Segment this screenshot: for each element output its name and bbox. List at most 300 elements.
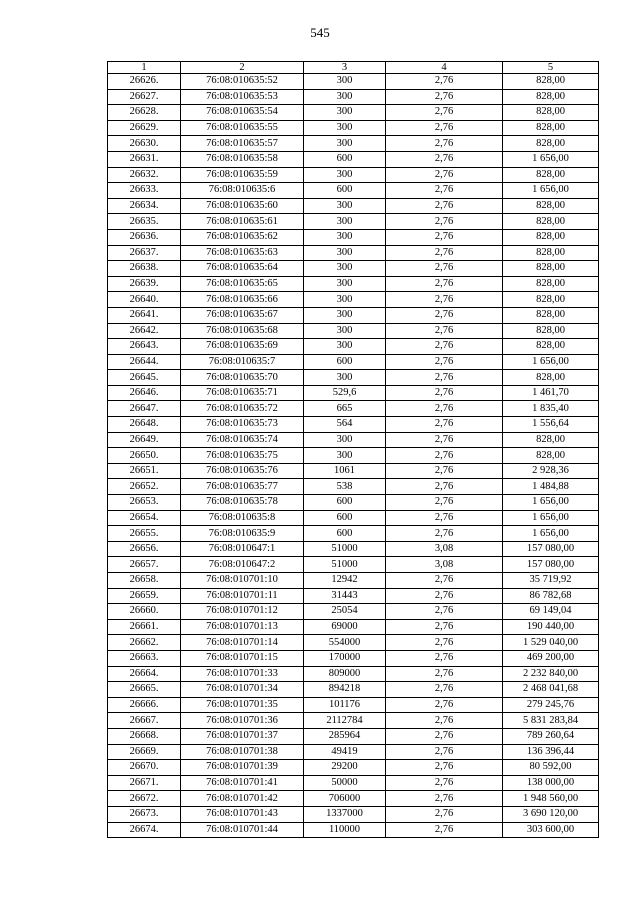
rate-cell: 2,76 (386, 74, 503, 90)
table-row (108, 635, 599, 651)
cadastral-number-cell: 76:08:010635:69 (181, 339, 304, 355)
area-cell: 300 (304, 245, 386, 261)
amount-cell: 1 461,70 (503, 385, 599, 401)
table-row (108, 292, 599, 308)
cadastral-number-cell: 76:08:010635:67 (181, 307, 304, 323)
row-number-cell: 26626. (108, 74, 181, 90)
amount-cell: 138 000,00 (503, 775, 599, 791)
cadastral-number-cell: 76:08:010701:10 (181, 573, 304, 589)
row-number-cell: 26658. (108, 573, 181, 589)
rate-cell: 2,76 (386, 183, 503, 199)
area-cell: 554000 (304, 635, 386, 651)
row-number-cell: 26630. (108, 136, 181, 152)
amount-cell: 789 260,64 (503, 728, 599, 744)
area-cell: 600 (304, 183, 386, 199)
cadastral-number-cell: 76:08:010635:54 (181, 105, 304, 121)
amount-cell: 69 149,04 (503, 604, 599, 620)
rate-cell: 2,76 (386, 136, 503, 152)
area-cell: 600 (304, 495, 386, 511)
amount-cell: 828,00 (503, 339, 599, 355)
table-row (108, 276, 599, 292)
row-number-cell: 26656. (108, 541, 181, 557)
amount-cell: 2 928,36 (503, 463, 599, 479)
area-cell: 110000 (304, 822, 386, 838)
amount-cell: 190 440,00 (503, 619, 599, 635)
area-cell: 300 (304, 339, 386, 355)
cadastral-number-cell: 76:08:010635:62 (181, 229, 304, 245)
area-cell: 300 (304, 261, 386, 277)
table-row (108, 74, 599, 90)
rate-cell: 2,76 (386, 89, 503, 105)
rate-cell: 2,76 (386, 775, 503, 791)
rate-cell: 2,76 (386, 666, 503, 682)
rate-cell: 2,76 (386, 448, 503, 464)
table-row (108, 541, 599, 557)
rate-cell: 2,76 (386, 806, 503, 822)
area-cell: 665 (304, 401, 386, 417)
amount-cell: 86 782,68 (503, 588, 599, 604)
row-number-cell: 26666. (108, 697, 181, 713)
rate-cell: 2,76 (386, 417, 503, 433)
rate-cell: 2,76 (386, 105, 503, 121)
row-number-cell: 26655. (108, 526, 181, 542)
amount-cell: 828,00 (503, 167, 599, 183)
area-cell: 101176 (304, 697, 386, 713)
area-cell: 12942 (304, 573, 386, 589)
cadastral-number-cell: 76:08:010701:36 (181, 713, 304, 729)
row-number-cell: 26667. (108, 713, 181, 729)
rate-cell: 2,76 (386, 635, 503, 651)
amount-cell: 5 831 283,84 (503, 713, 599, 729)
row-number-cell: 26663. (108, 650, 181, 666)
area-cell: 300 (304, 120, 386, 136)
table-row (108, 510, 599, 526)
row-number-cell: 26669. (108, 744, 181, 760)
table-row (108, 339, 599, 355)
rate-cell: 2,76 (386, 650, 503, 666)
rate-cell: 2,76 (386, 697, 503, 713)
table-row (108, 650, 599, 666)
area-cell: 529,6 (304, 385, 386, 401)
row-number-cell: 26661. (108, 619, 181, 635)
row-number-cell: 26674. (108, 822, 181, 838)
rate-cell: 2,76 (386, 791, 503, 807)
cadastral-number-cell: 76:08:010701:35 (181, 697, 304, 713)
cadastral-number-cell: 76:08:010701:38 (181, 744, 304, 760)
amount-cell: 828,00 (503, 229, 599, 245)
area-cell: 564 (304, 417, 386, 433)
amount-cell: 828,00 (503, 105, 599, 121)
table-row (108, 323, 599, 339)
rate-cell: 2,76 (386, 339, 503, 355)
cadastral-number-cell: 76:08:010701:41 (181, 775, 304, 791)
table-row (108, 775, 599, 791)
amount-cell: 828,00 (503, 292, 599, 308)
amount-cell: 1 556,64 (503, 417, 599, 433)
area-cell: 49419 (304, 744, 386, 760)
cadastral-number-cell: 76:08:010635:66 (181, 292, 304, 308)
area-cell: 51000 (304, 557, 386, 573)
table-row (108, 822, 599, 838)
cadastral-number-cell: 76:08:010635:68 (181, 323, 304, 339)
rate-cell: 2,76 (386, 573, 503, 589)
table-row (108, 448, 599, 464)
cadastral-number-cell: 76:08:010635:55 (181, 120, 304, 136)
rate-cell: 2,76 (386, 822, 503, 838)
rate-cell: 2,76 (386, 401, 503, 417)
cadastral-number-cell: 76:08:010635:77 (181, 479, 304, 495)
row-number-cell: 26640. (108, 292, 181, 308)
table-row (108, 307, 599, 323)
rate-cell: 2,76 (386, 167, 503, 183)
rate-cell: 2,76 (386, 432, 503, 448)
row-number-cell: 26654. (108, 510, 181, 526)
amount-cell: 279 245,76 (503, 697, 599, 713)
row-number-cell: 26650. (108, 448, 181, 464)
area-cell: 285964 (304, 728, 386, 744)
rate-cell: 2,76 (386, 354, 503, 370)
row-number-cell: 26637. (108, 245, 181, 261)
area-cell: 1061 (304, 463, 386, 479)
row-number-cell: 26651. (108, 463, 181, 479)
row-number-cell: 26641. (108, 307, 181, 323)
page-number: 545 (310, 25, 330, 40)
row-number-cell: 26673. (108, 806, 181, 822)
rate-cell: 2,76 (386, 619, 503, 635)
table-row (108, 588, 599, 604)
area-cell: 300 (304, 167, 386, 183)
row-number-cell: 26628. (108, 105, 181, 121)
cadastral-number-cell: 76:08:010635:63 (181, 245, 304, 261)
row-number-cell: 26631. (108, 151, 181, 167)
table-row (108, 354, 599, 370)
amount-cell: 828,00 (503, 323, 599, 339)
cadastral-number-cell: 76:08:010701:44 (181, 822, 304, 838)
cadastral-number-cell: 76:08:010635:52 (181, 74, 304, 90)
amount-cell: 1 656,00 (503, 526, 599, 542)
area-cell: 25054 (304, 604, 386, 620)
rate-cell: 2,76 (386, 292, 503, 308)
table-row (108, 183, 599, 199)
table-row (108, 89, 599, 105)
area-cell: 300 (304, 323, 386, 339)
cadastral-number-cell: 76:08:010701:13 (181, 619, 304, 635)
amount-cell: 828,00 (503, 136, 599, 152)
table-body (108, 74, 599, 838)
table-row (108, 370, 599, 386)
table-row (108, 806, 599, 822)
area-cell: 600 (304, 510, 386, 526)
rate-cell: 2,76 (386, 728, 503, 744)
row-number-cell: 26648. (108, 417, 181, 433)
cadastral-number-cell: 76:08:010635:73 (181, 417, 304, 433)
table-row (108, 604, 599, 620)
row-number-cell: 26649. (108, 432, 181, 448)
rate-cell: 3,08 (386, 557, 503, 573)
rate-cell: 2,76 (386, 214, 503, 230)
table-row (108, 495, 599, 511)
amount-cell: 828,00 (503, 245, 599, 261)
amount-cell: 3 690 120,00 (503, 806, 599, 822)
amount-cell: 828,00 (503, 261, 599, 277)
row-number-cell: 26646. (108, 385, 181, 401)
rate-cell: 2,76 (386, 276, 503, 292)
column-header: 3 (304, 62, 386, 74)
rate-cell: 2,76 (386, 604, 503, 620)
rate-cell: 2,76 (386, 744, 503, 760)
amount-cell: 1 656,00 (503, 510, 599, 526)
table-row (108, 619, 599, 635)
rate-cell: 2,76 (386, 385, 503, 401)
amount-cell: 1 529 040,00 (503, 635, 599, 651)
cadastral-number-cell: 76:08:010701:43 (181, 806, 304, 822)
cadastral-number-cell: 76:08:010635:72 (181, 401, 304, 417)
amount-cell: 157 080,00 (503, 541, 599, 557)
cadastral-number-cell: 76:08:010635:59 (181, 167, 304, 183)
table-row (108, 198, 599, 214)
rate-cell: 2,76 (386, 323, 503, 339)
cadastral-number-cell: 76:08:010635:74 (181, 432, 304, 448)
amount-cell: 828,00 (503, 307, 599, 323)
amount-cell: 1 656,00 (503, 354, 599, 370)
table-row (108, 760, 599, 776)
table-row (108, 573, 599, 589)
rate-cell: 2,76 (386, 713, 503, 729)
row-number-cell: 26662. (108, 635, 181, 651)
cadastral-number-cell: 76:08:010635:65 (181, 276, 304, 292)
amount-cell: 469 200,00 (503, 650, 599, 666)
row-number-cell: 26670. (108, 760, 181, 776)
row-number-cell: 26645. (108, 370, 181, 386)
area-cell: 300 (304, 105, 386, 121)
area-cell: 300 (304, 214, 386, 230)
cadastral-number-cell: 76:08:010635:57 (181, 136, 304, 152)
table-row (108, 151, 599, 167)
rate-cell: 2,76 (386, 510, 503, 526)
area-cell: 300 (304, 276, 386, 292)
area-cell: 1337000 (304, 806, 386, 822)
rate-cell: 2,76 (386, 495, 503, 511)
row-number-cell: 26634. (108, 198, 181, 214)
rate-cell: 2,76 (386, 760, 503, 776)
row-number-cell: 26647. (108, 401, 181, 417)
area-cell: 809000 (304, 666, 386, 682)
area-cell: 69000 (304, 619, 386, 635)
row-number-cell: 26639. (108, 276, 181, 292)
rate-cell: 3,08 (386, 541, 503, 557)
table-row (108, 791, 599, 807)
table-row (108, 261, 599, 277)
area-cell: 894218 (304, 682, 386, 698)
cadastral-number-cell: 76:08:010701:14 (181, 635, 304, 651)
row-number-cell: 26642. (108, 323, 181, 339)
cadastral-number-cell: 76:08:010635:76 (181, 463, 304, 479)
cadastral-number-cell: 76:08:010635:70 (181, 370, 304, 386)
row-number-cell: 26664. (108, 666, 181, 682)
table-row (108, 432, 599, 448)
table-row (108, 666, 599, 682)
row-number-cell: 26644. (108, 354, 181, 370)
area-cell: 31443 (304, 588, 386, 604)
cadastral-number-cell: 76:08:010701:34 (181, 682, 304, 698)
row-number-cell: 26632. (108, 167, 181, 183)
rate-cell: 2,76 (386, 479, 503, 495)
amount-cell: 1 948 560,00 (503, 791, 599, 807)
table-row (108, 245, 599, 261)
cadastral-number-cell: 76:08:010701:11 (181, 588, 304, 604)
table-row (108, 744, 599, 760)
table-row (108, 105, 599, 121)
amount-cell: 1 484,88 (503, 479, 599, 495)
cadastral-number-cell: 76:08:010635:53 (181, 89, 304, 105)
table-row (108, 479, 599, 495)
table-row (108, 682, 599, 698)
row-number-cell: 26629. (108, 120, 181, 136)
row-number-cell: 26659. (108, 588, 181, 604)
cadastral-number-cell: 76:08:010635:8 (181, 510, 304, 526)
area-cell: 50000 (304, 775, 386, 791)
amount-cell: 157 080,00 (503, 557, 599, 573)
table-row (108, 728, 599, 744)
rate-cell: 2,76 (386, 261, 503, 277)
row-number-cell: 26627. (108, 89, 181, 105)
area-cell: 51000 (304, 541, 386, 557)
rate-cell: 2,76 (386, 307, 503, 323)
cadastral-number-cell: 76:08:010635:71 (181, 385, 304, 401)
area-cell: 538 (304, 479, 386, 495)
amount-cell: 828,00 (503, 89, 599, 105)
table-row (108, 557, 599, 573)
table-row (108, 417, 599, 433)
row-number-cell: 26671. (108, 775, 181, 791)
amount-cell: 828,00 (503, 198, 599, 214)
table-row (108, 526, 599, 542)
table-row (108, 136, 599, 152)
amount-cell: 1 656,00 (503, 183, 599, 199)
cadastral-number-cell: 76:08:010701:15 (181, 650, 304, 666)
amount-cell: 828,00 (503, 432, 599, 448)
table-row (108, 713, 599, 729)
column-header: 4 (386, 62, 503, 74)
amount-cell: 303 600,00 (503, 822, 599, 838)
area-cell: 300 (304, 448, 386, 464)
cadastral-number-cell: 76:08:010635:7 (181, 354, 304, 370)
row-number-cell: 26635. (108, 214, 181, 230)
amount-cell: 828,00 (503, 120, 599, 136)
row-number-cell: 26657. (108, 557, 181, 573)
amount-cell: 828,00 (503, 276, 599, 292)
table-row (108, 214, 599, 230)
cadastral-number-cell: 76:08:010647:2 (181, 557, 304, 573)
cadastral-number-cell: 76:08:010635:60 (181, 198, 304, 214)
column-header: 2 (181, 62, 304, 74)
area-cell: 300 (304, 307, 386, 323)
cadastral-number-cell: 76:08:010635:64 (181, 261, 304, 277)
area-cell: 600 (304, 354, 386, 370)
cadastral-number-cell: 76:08:010701:42 (181, 791, 304, 807)
rate-cell: 2,76 (386, 526, 503, 542)
area-cell: 300 (304, 292, 386, 308)
row-number-cell: 26660. (108, 604, 181, 620)
cadastral-number-cell: 76:08:010635:9 (181, 526, 304, 542)
rate-cell: 2,76 (386, 370, 503, 386)
amount-cell: 1 656,00 (503, 495, 599, 511)
amount-cell: 828,00 (503, 370, 599, 386)
area-cell: 300 (304, 198, 386, 214)
rate-cell: 2,76 (386, 229, 503, 245)
table-row (108, 697, 599, 713)
column-header: 1 (108, 62, 181, 74)
cadastral-number-cell: 76:08:010635:58 (181, 151, 304, 167)
cadastral-number-cell: 76:08:010701:33 (181, 666, 304, 682)
cadastral-number-cell: 76:08:010701:12 (181, 604, 304, 620)
amount-cell: 2 232 840,00 (503, 666, 599, 682)
amount-cell: 80 592,00 (503, 760, 599, 776)
cadastral-number-cell: 76:08:010635:75 (181, 448, 304, 464)
rate-cell: 2,76 (386, 682, 503, 698)
rate-cell: 2,76 (386, 463, 503, 479)
row-number-cell: 26636. (108, 229, 181, 245)
area-cell: 29200 (304, 760, 386, 776)
area-cell: 600 (304, 526, 386, 542)
row-number-cell: 26652. (108, 479, 181, 495)
amount-cell: 828,00 (503, 214, 599, 230)
table-row (108, 463, 599, 479)
row-number-cell: 26668. (108, 728, 181, 744)
rate-cell: 2,76 (386, 588, 503, 604)
cadastral-number-cell: 76:08:010635:6 (181, 183, 304, 199)
amount-cell: 1 656,00 (503, 151, 599, 167)
amount-cell: 828,00 (503, 74, 599, 90)
rate-cell: 2,76 (386, 151, 503, 167)
area-cell: 300 (304, 370, 386, 386)
cadastral-number-cell: 76:08:010635:61 (181, 214, 304, 230)
area-cell: 600 (304, 151, 386, 167)
table-row (108, 120, 599, 136)
row-number-cell: 26672. (108, 791, 181, 807)
amount-cell: 2 468 041,68 (503, 682, 599, 698)
row-number-cell: 26638. (108, 261, 181, 277)
area-cell: 2112784 (304, 713, 386, 729)
area-cell: 170000 (304, 650, 386, 666)
table-row (108, 167, 599, 183)
amount-cell: 828,00 (503, 448, 599, 464)
cadastral-number-cell: 76:08:010701:39 (181, 760, 304, 776)
amount-cell: 136 396,44 (503, 744, 599, 760)
area-cell: 706000 (304, 791, 386, 807)
table-row (108, 229, 599, 245)
rate-cell: 2,76 (386, 198, 503, 214)
row-number-cell: 26643. (108, 339, 181, 355)
area-cell: 300 (304, 229, 386, 245)
area-cell: 300 (304, 432, 386, 448)
row-number-cell: 26653. (108, 495, 181, 511)
data-table (107, 61, 599, 838)
table-row (108, 401, 599, 417)
amount-cell: 35 719,92 (503, 573, 599, 589)
table-header-row (108, 62, 599, 74)
area-cell: 300 (304, 89, 386, 105)
cadastral-number-cell: 76:08:010647:1 (181, 541, 304, 557)
amount-cell: 1 835,40 (503, 401, 599, 417)
area-cell: 300 (304, 136, 386, 152)
rate-cell: 2,76 (386, 245, 503, 261)
row-number-cell: 26633. (108, 183, 181, 199)
area-cell: 300 (304, 74, 386, 90)
rate-cell: 2,76 (386, 120, 503, 136)
cadastral-number-cell: 76:08:010701:37 (181, 728, 304, 744)
table-row (108, 385, 599, 401)
